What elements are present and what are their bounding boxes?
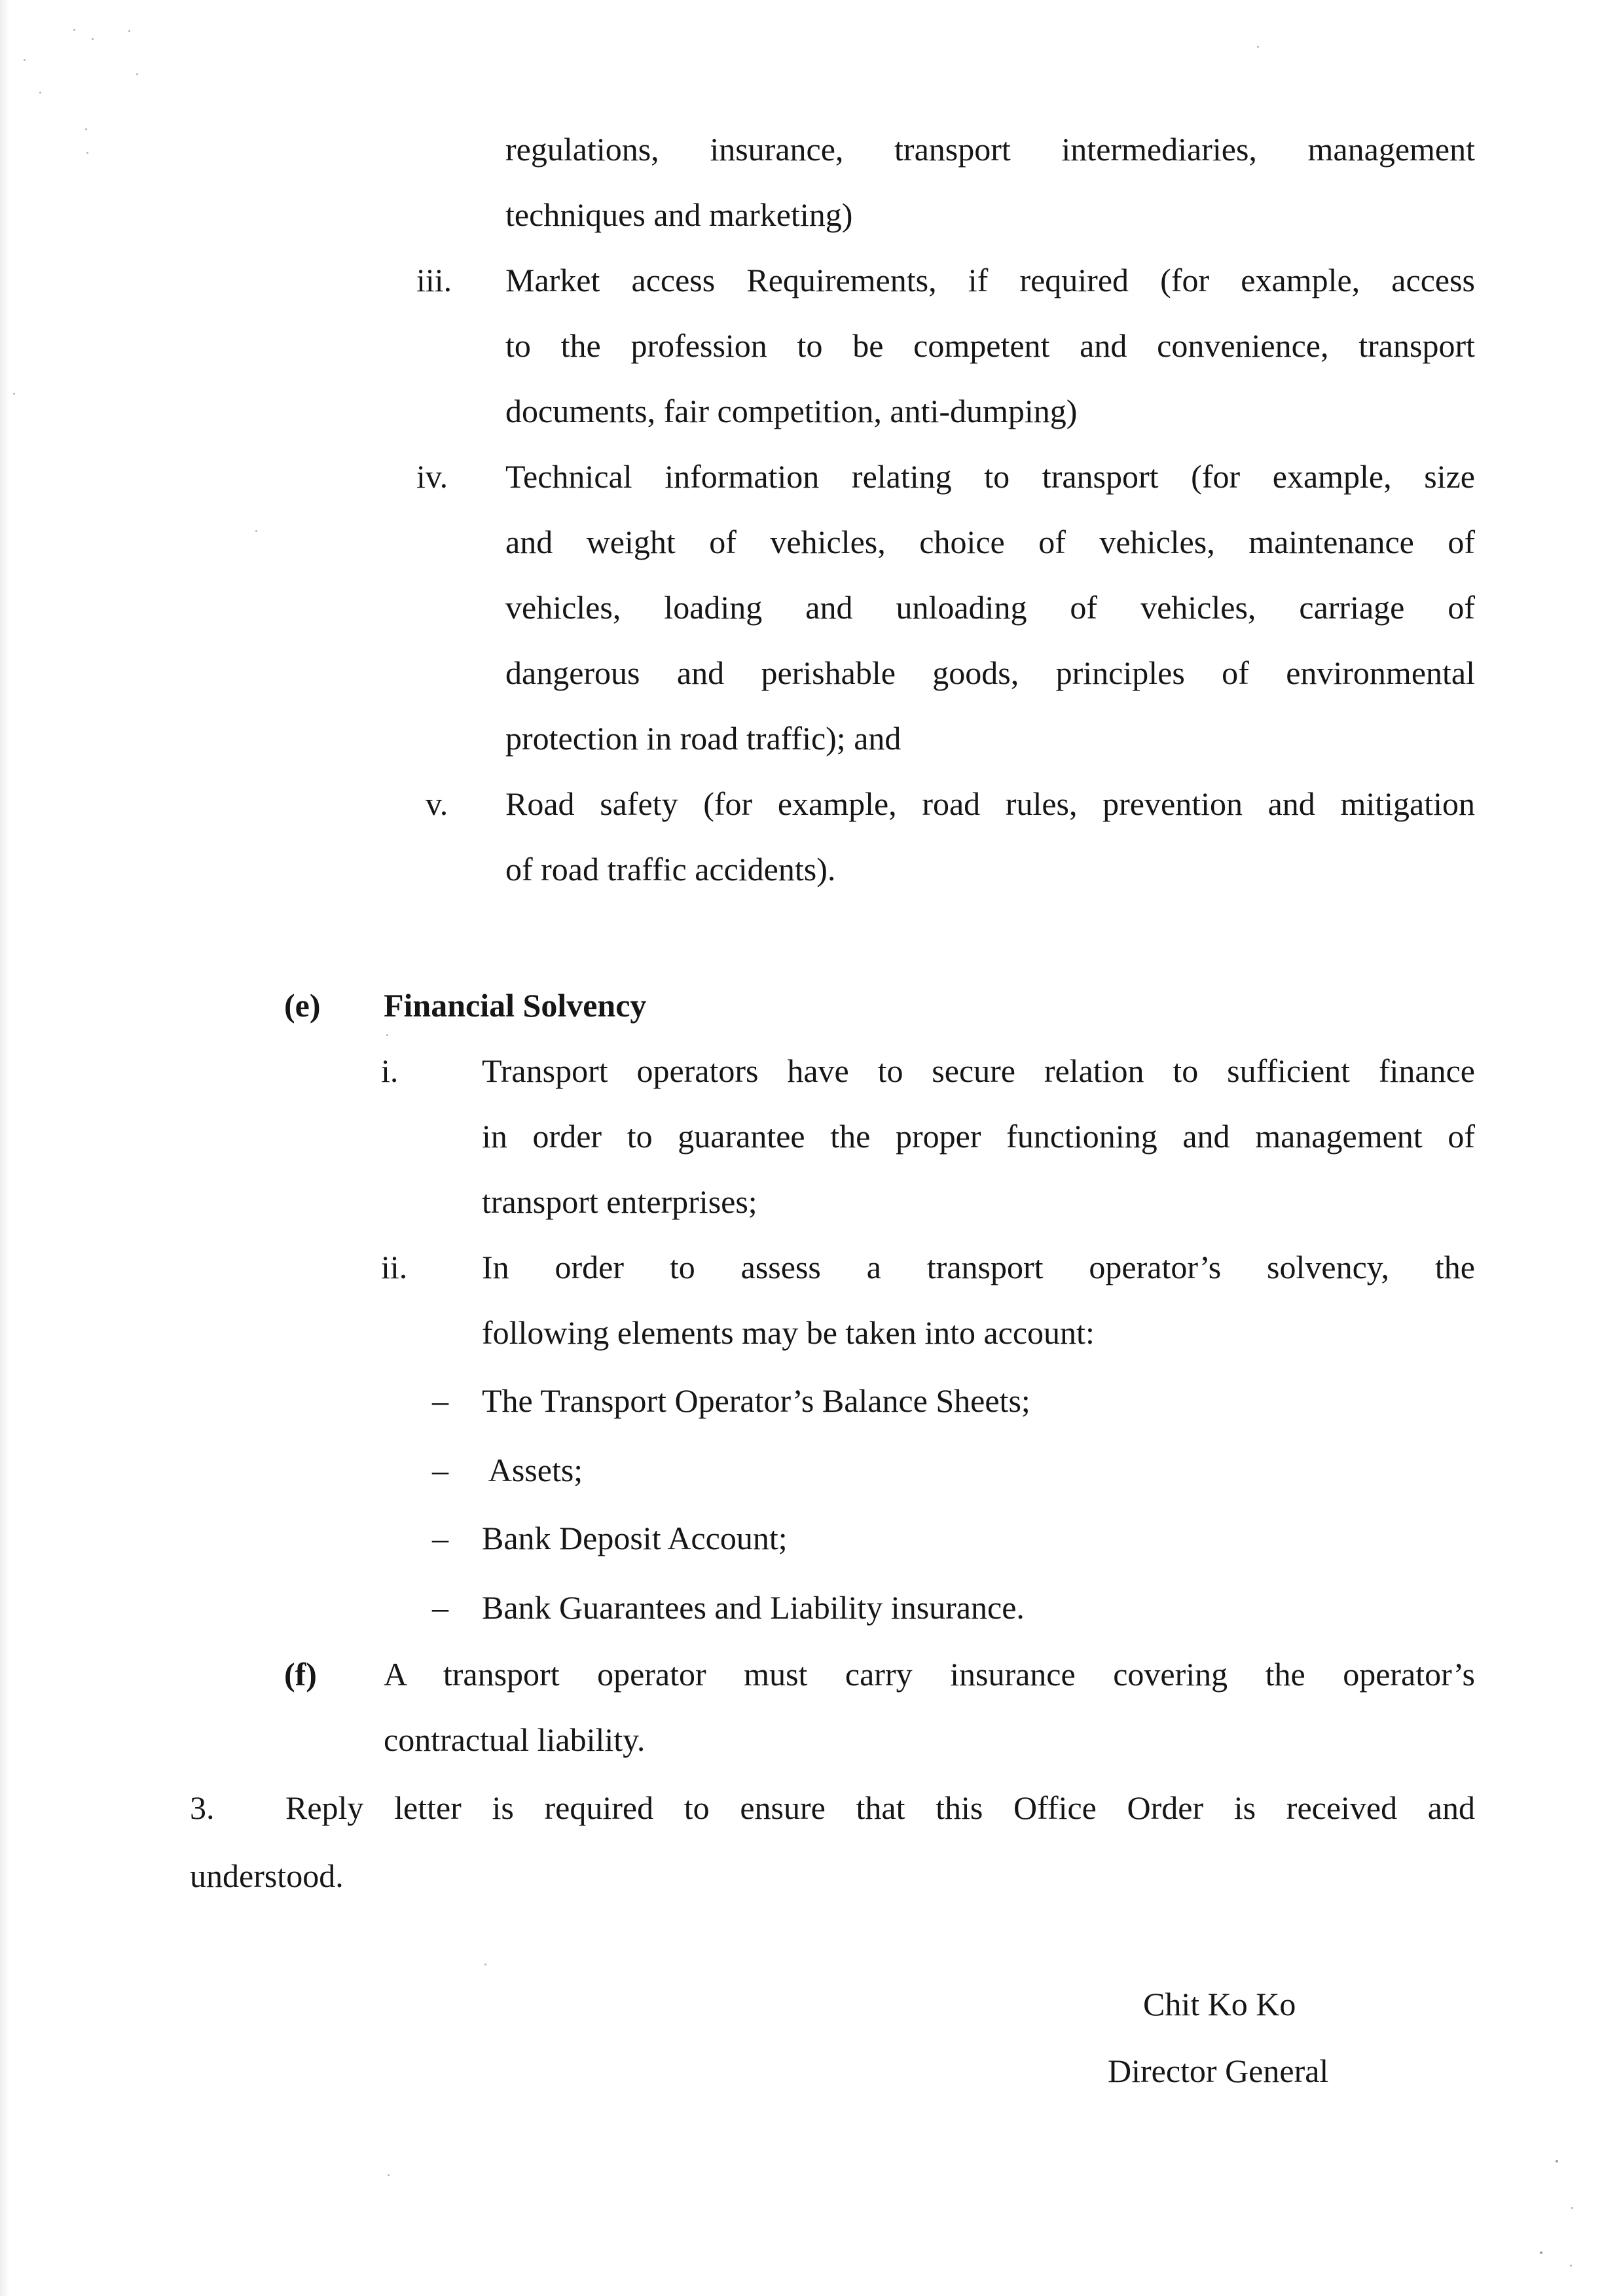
section-e-item-ii-line-1: In order to assess a transport operator’s solvency, the: [482, 1249, 1475, 1285]
section-f-line-2: contractual liability.: [384, 1721, 646, 1758]
bullet-bank-guarantees: Bank Guarantees and Liability insurance.: [482, 1589, 1025, 1626]
item-iv-line-3: vehicles, loading and unloading of vehicles, carriage of: [505, 589, 1475, 626]
paragraph-3-line-2: understood.: [190, 1857, 344, 1894]
item-iv-line-2: and weight of vehicles, choice of vehicles, maintenance of: [505, 524, 1475, 560]
item-v-line-1: Road safety (for example, road rules, prevention and mitigation: [505, 785, 1475, 822]
bullet-dash: –: [432, 1452, 448, 1488]
section-e-item-ii-line-2: following elements may be taken into account:: [482, 1314, 1095, 1351]
section-e-item-i-marker: i.: [381, 1052, 399, 1089]
section-e-item-i-line-3: transport enterprises;: [482, 1183, 757, 1220]
item-ii-continuation-line-2: techniques and marketing): [505, 196, 853, 233]
item-iii-line-1: Market access Requirements, if required (for example, access: [505, 262, 1475, 298]
section-e-item-ii-marker: ii.: [381, 1249, 408, 1285]
bullet-dash: –: [432, 1520, 448, 1556]
bullet-dash: –: [432, 1382, 448, 1419]
signatory-name: Chit Ko Ko: [1143, 1986, 1296, 2022]
bullet-bank-deposit: Bank Deposit Account;: [482, 1520, 788, 1556]
scan-edge-shadow: [0, 0, 9, 2296]
section-f-marker: (f): [284, 1656, 317, 1693]
section-e-heading: Financial Solvency: [384, 987, 647, 1024]
section-f-line-1: A transport operator must carry insurance covering the operator’s: [384, 1656, 1475, 1693]
item-iv-line-5: protection in road traffic); and: [505, 720, 902, 757]
section-e-item-i-line-1: Transport operators have to secure relation to sufficient finance: [482, 1052, 1475, 1089]
item-iii-line-2: to the profession to be competent and convenience, transport: [505, 327, 1475, 364]
section-e-marker: (e): [284, 987, 321, 1024]
section-e-item-i-line-2: in order to guarantee the proper functioning and management of: [482, 1118, 1475, 1155]
item-iv-line-1: Technical information relating to transport (for example, size: [505, 458, 1475, 495]
paragraph-3-number: 3.: [190, 1789, 215, 1826]
item-v-marker: v.: [426, 785, 448, 822]
item-iv-line-4: dangerous and perishable goods, principles of environmental: [505, 655, 1475, 691]
paragraph-3-line-1: Reply letter is required to ensure that this Office Order is received and: [285, 1789, 1475, 1826]
item-v-line-2: of road traffic accidents).: [505, 851, 836, 888]
bullet-dash: –: [432, 1589, 448, 1626]
item-ii-continuation-line-1: regulations, insurance, transport intermediaries, management: [505, 131, 1475, 168]
item-iii-marker: iii.: [416, 262, 452, 298]
signatory-title: Director General: [1108, 2053, 1329, 2089]
bullet-assets: Assets;: [482, 1452, 583, 1488]
item-iii-line-3: documents, fair competition, anti-dumping): [505, 393, 1078, 429]
bullet-balance-sheets: The Transport Operator’s Balance Sheets;: [482, 1382, 1030, 1419]
item-iv-marker: iv.: [416, 458, 448, 495]
